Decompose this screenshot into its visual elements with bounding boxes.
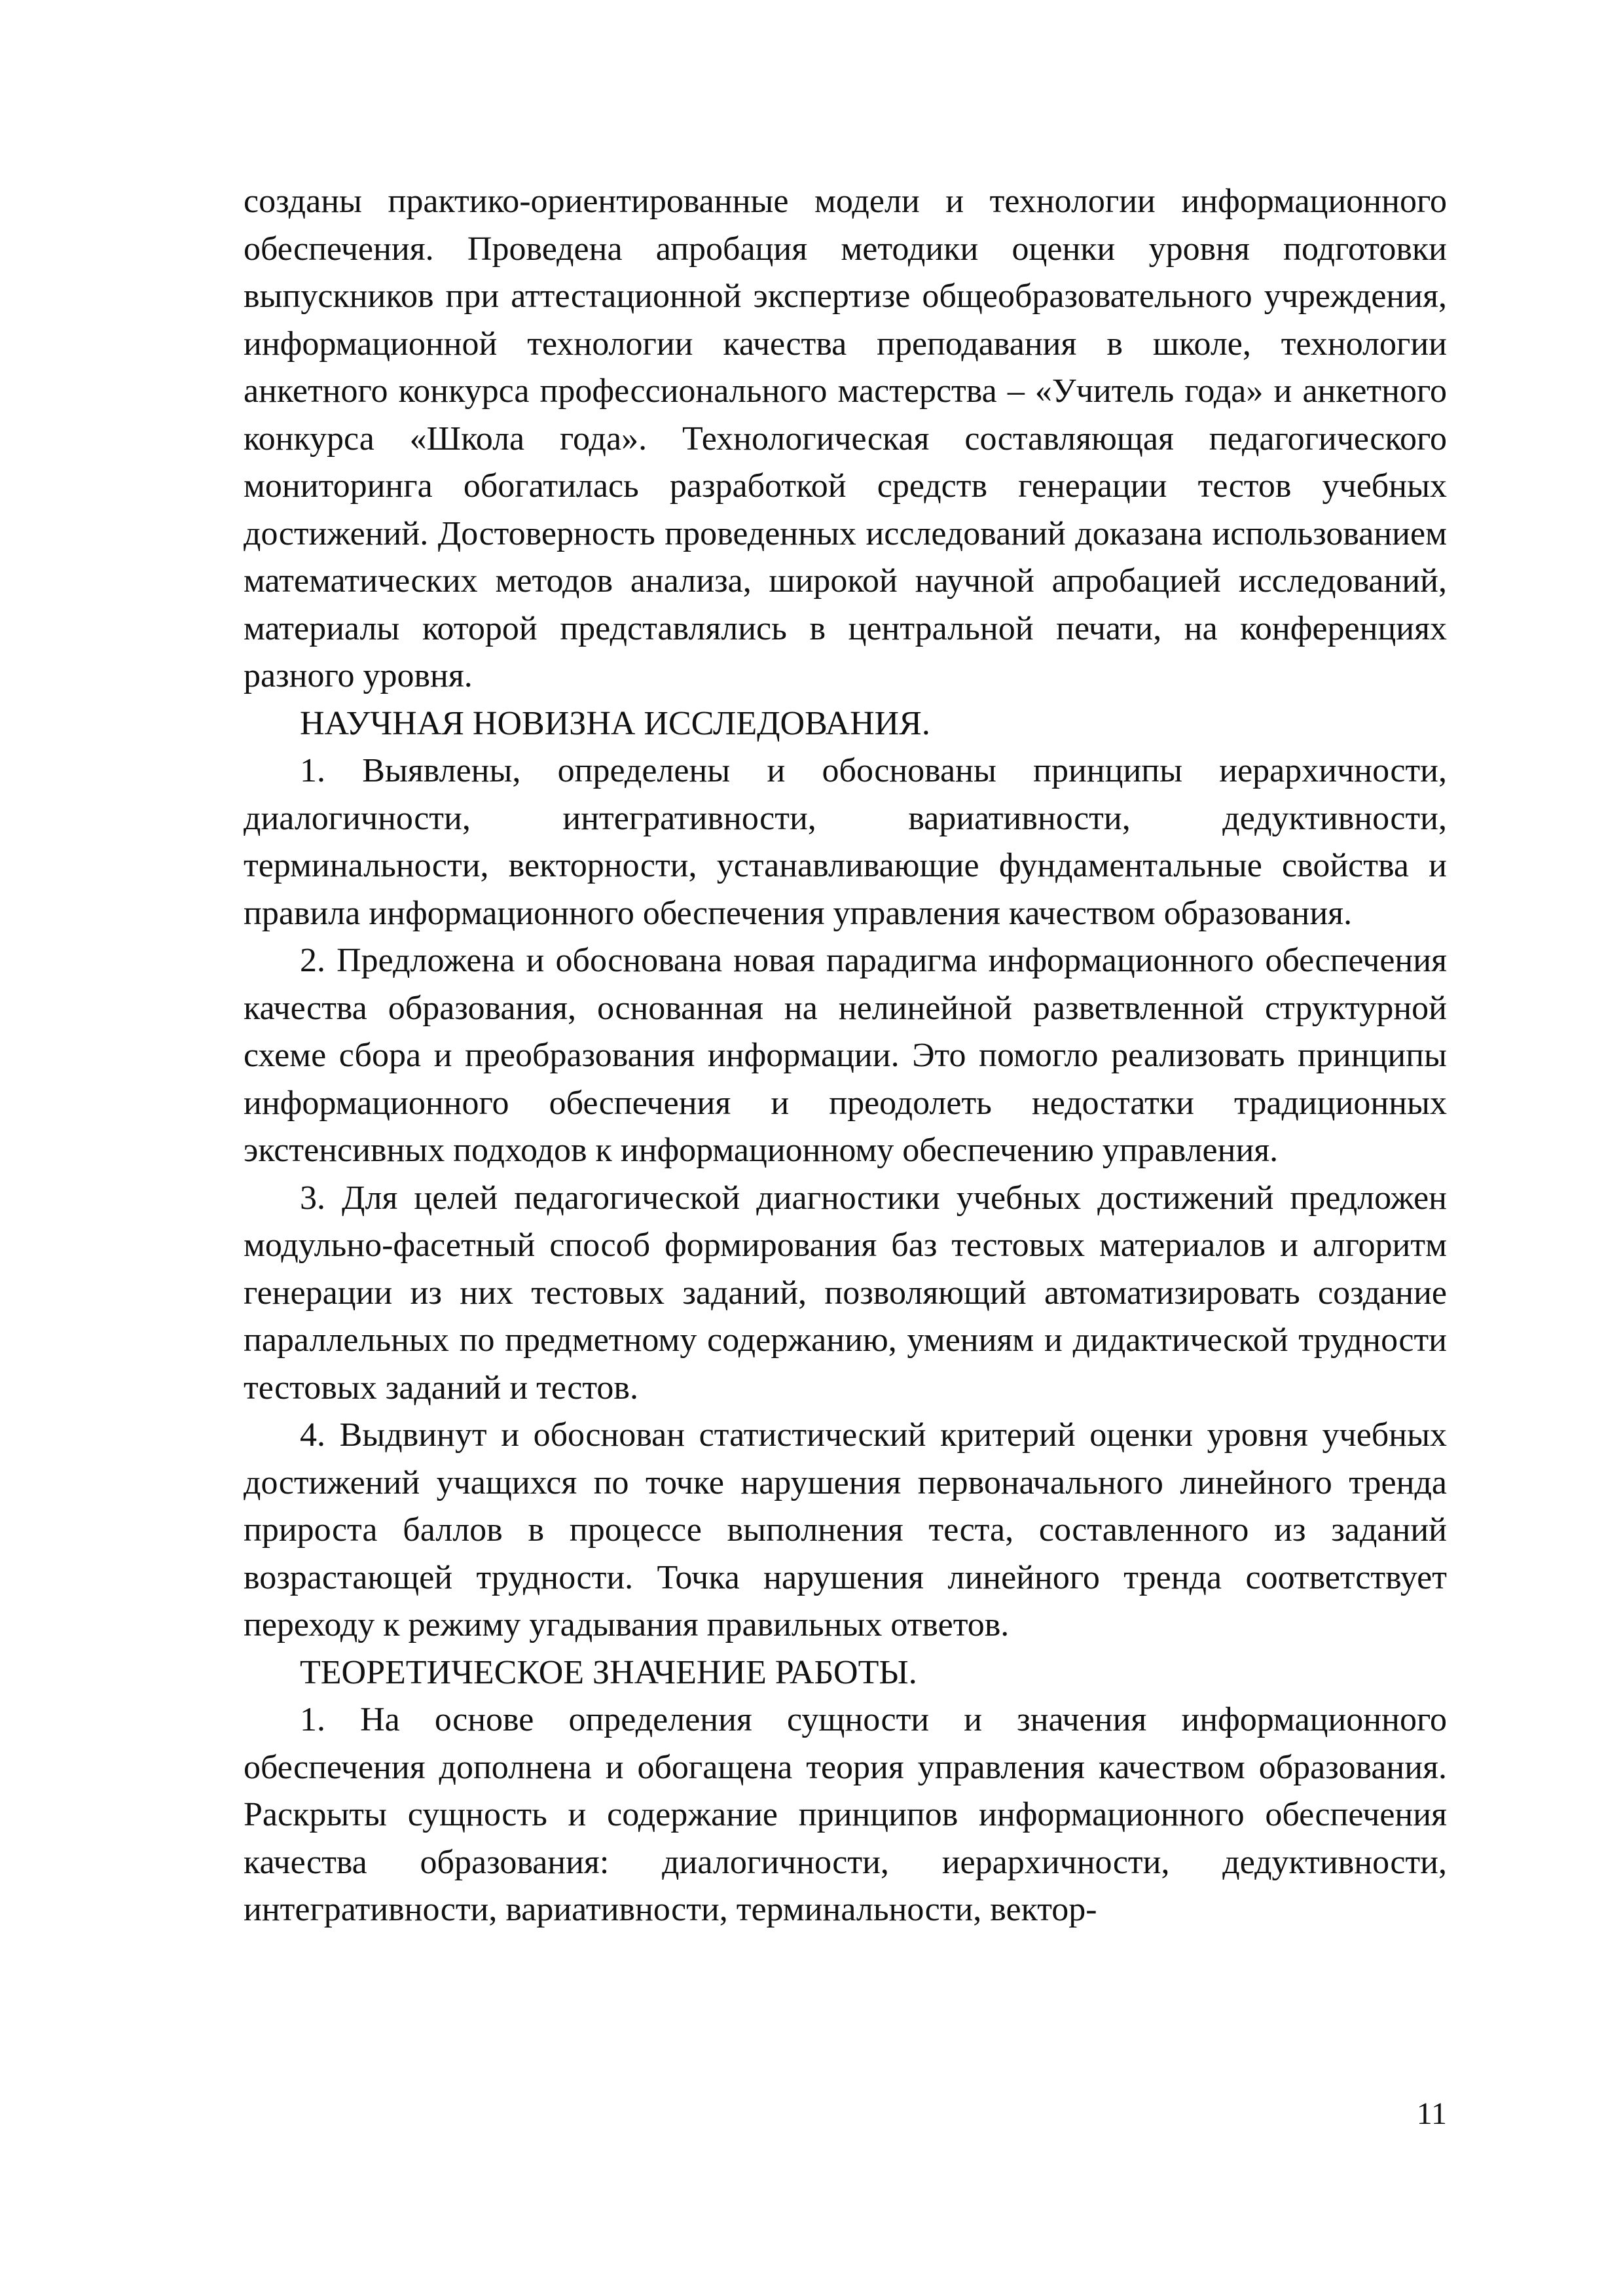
page-number: 11 (1416, 2096, 1447, 2131)
section-heading-theory: ТЕОРЕТИЧЕСКОЕ ЗНАЧЕНИЕ РАБОТЫ. (300, 1653, 917, 1691)
novelty-item-3: 3. Для целей педагогической диагностики учебных достижений предложен модульно-фасетный способ формирования баз тестовых материалов и алгоритм генерации из них тестовых заданий, позволяющий автоматизировать создание параллельных по предметному содержанию, умениям и дидактической трудности тестовых заданий и тестов. (244, 1179, 1447, 1407)
novelty-item-2: 2. Предложена и обоснована новая парадигма информационного обеспечения качества образования, основанная на нелинейной разветвленной структурной схеме сбора и преобразования информации. Это помогло реализовать принципы информационного обеспечения и преодолеть недостатки традиционных экстенсивных подходов к информационному обеспечению управления. (244, 942, 1447, 1169)
body-text (244, 178, 1447, 1934)
section-heading-novelty: НАУЧНАЯ НОВИЗНА ИССЛЕДОВАНИЯ. (300, 704, 930, 742)
paragraph-intro: созданы практико-ориентированные модели и технологии информационного обеспечения. Проведена апробация методики оценки уровня подготовки выпускников при аттестационной экспертизе общеобразовательного учреждения, информационной технологии качества преподавания в школе, технологии анкетного конкурса профессионального мастерства – «Учитель года» и анкетного конкурса «Школа года». Технологическая составляющая педагогического мониторинга обогатилась разработкой средств генерации тестов учебных достижений. Достоверность проведенных исследований доказана использованием математических методов анализа, широкой научной апробацией исследований, материалы которой представлялись в центральной печати, на конференциях разного уровня. (244, 183, 1447, 694)
novelty-item-4: 4. Выдвинут и обоснован статистический критерий оценки уровня учебных достижений учащихся по точке нарушения первоначального линейного тренда прироста баллов в процессе выполнения теста, составленного из заданий возрастающей трудности. Точка нарушения линейного тренда соответствует переходу к режиму угадывания правильных ответов. (244, 1416, 1447, 1643)
novelty-item-1: 1. Выявлены, определены и обоснованы принципы иерархичности, диалогичности, интегративности, вариативности, дедуктивности, терминальности, векторности, устанавливающие фундаментальные свойства и правила информационного обеспечения управления качеством образования. (244, 752, 1447, 932)
theory-item-1: 1. На основе определения сущности и значения информационного обеспечения дополнена и обогащена теория управления качеством образования. Раскрыты сущность и содержание принципов информационного обеспечения качества образования: диалогичности, иерархичности, дедуктивности, интегративности, вариативности, терминальности, вектор- (244, 1701, 1447, 1928)
